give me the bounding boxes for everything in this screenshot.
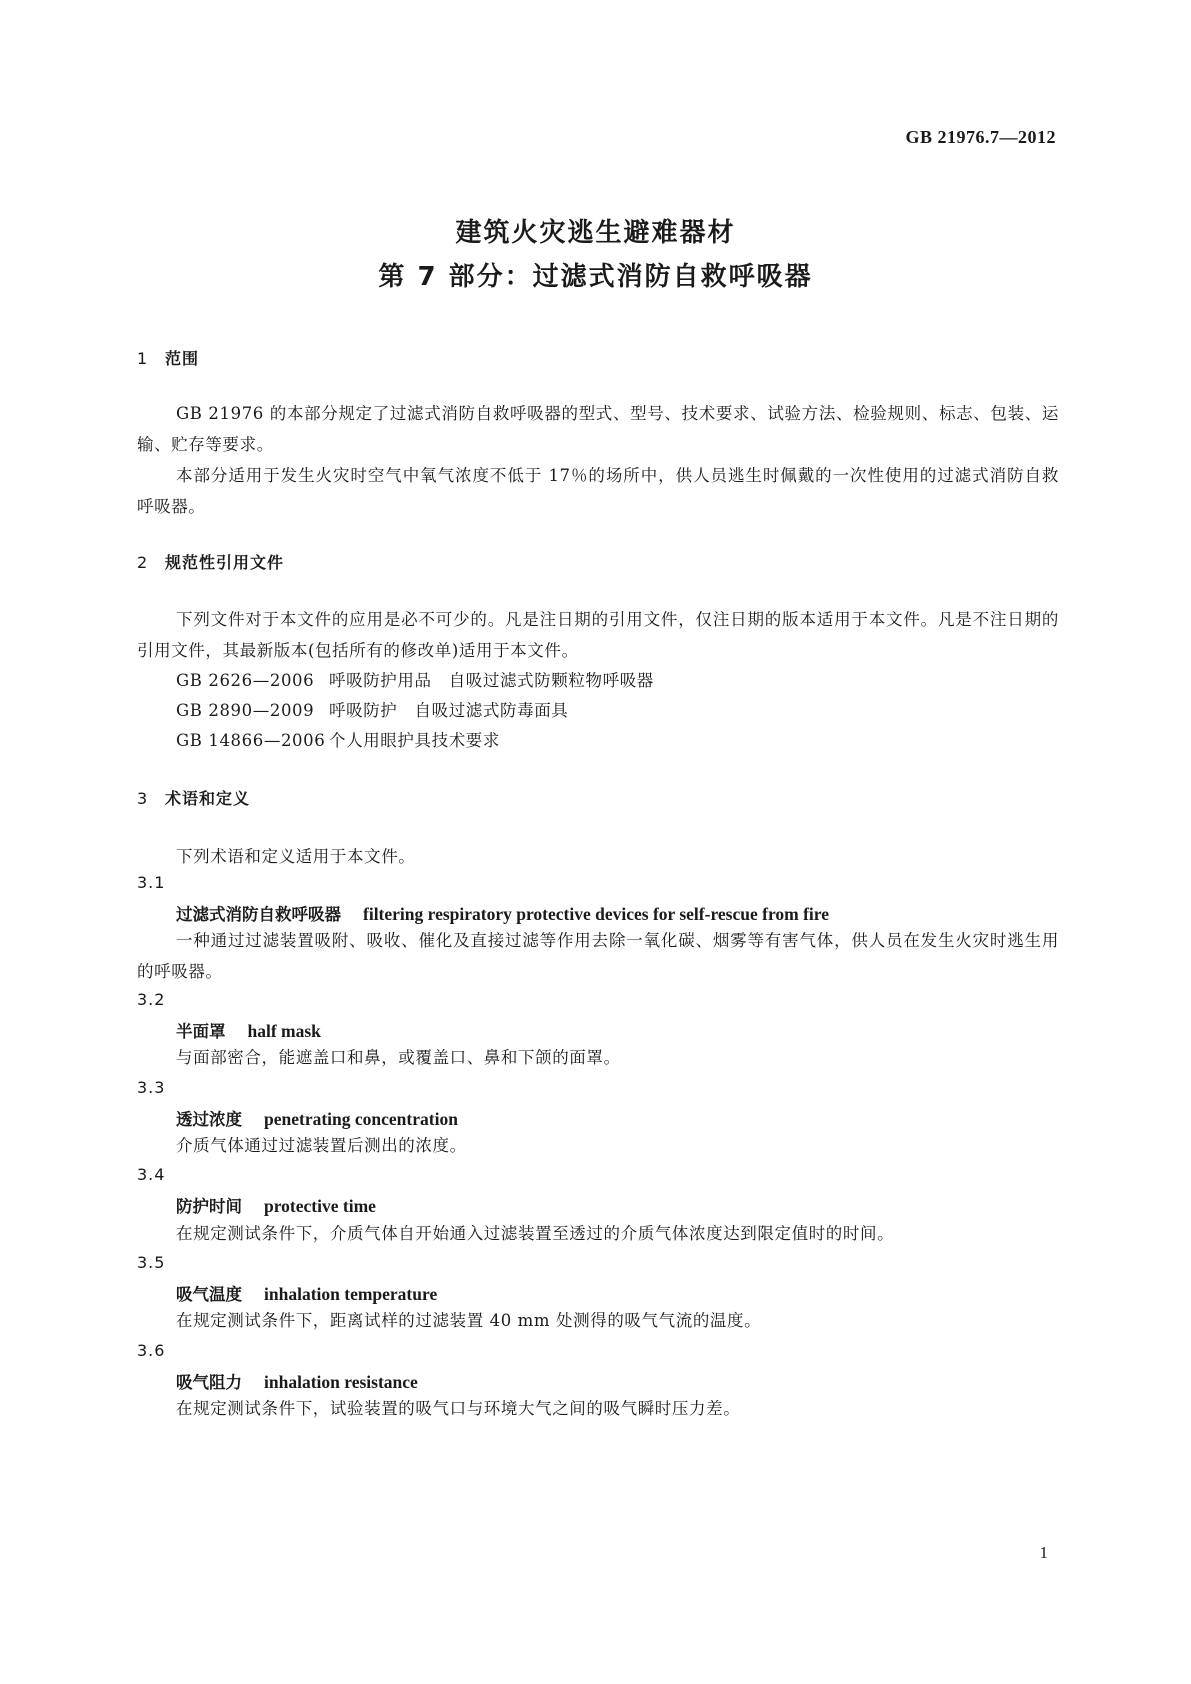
term-name [176,1018,321,1042]
term-name [176,1106,458,1130]
term-definition: 介质气体通过过滤装置后测出的浓度。 [176,1136,467,1155]
reference-item [176,697,568,721]
section-number: 1 [137,349,149,368]
term-name-en: half mask [247,1021,321,1041]
term-name [176,1281,437,1305]
section-title: 范围 [165,349,200,368]
section-title: 规范性引用文件 [165,553,285,572]
reference-code: GB 2626—2006 [176,671,315,690]
term-definition: 在规定测试条件下，试验装置的吸气口与环境大气之间的吸气瞬时压力差。 [176,1399,741,1418]
term-number: 3.6 [137,1341,166,1360]
reference-title: 个人用眼护具技术要求 [329,731,500,750]
section-2-paragraph-1: 下列文件对于本文件的应用是必不可少的。凡是注日期的引用文件，仅注日期的版本适用于本文件。凡是不注日期的引用文件，其最新版本(包括所有的修改单)适用于本文件。 [137,610,1059,660]
section-1-paragraph-2: 本部分适用于发生火灾时空气中氧气浓度不低于 17％的场所中，供人员逃生时佩戴的一次性使用的过滤式消防自救呼吸器。 [137,466,1059,516]
term-name-zh: 半面罩 [176,1022,226,1041]
reference-item [176,667,654,691]
term-name-zh: 吸气阻力 [176,1373,242,1392]
term-name [176,1369,418,1393]
section-number: 2 [137,553,149,572]
term-name-en: filtering respiratory protective devices for self-rescue from fire [363,904,830,924]
term-name-zh: 防护时间 [176,1197,242,1216]
reference-title: 呼吸防护 自吸过滤式防毒面具 [329,701,569,720]
reference-code: GB 2890—2009 [176,701,315,720]
reference-title: 呼吸防护用品 自吸过滤式防颗粒物呼吸器 [329,671,654,690]
term-name-zh: 透过浓度 [176,1110,242,1129]
term-number: 3.1 [137,873,166,892]
term-number: 3.3 [137,1078,166,1097]
term-name-en: inhalation resistance [264,1372,418,1392]
term-definition: 在规定测试条件下，介质气体自开始通入过滤装置至透过的介质气体浓度达到限定值时的时间。 [176,1224,895,1243]
term-name [176,1193,376,1217]
term-name-en: penetrating concentration [264,1109,458,1129]
page-number: 1 [1039,1543,1048,1562]
reference-item [176,727,500,751]
term-name [176,901,829,925]
term-name-zh: 过滤式消防自救呼吸器 [176,905,341,924]
document-title-line1: 建筑火灾逃生避难器材 [455,218,736,248]
document-title-line2: 第 7 部分：过滤式消防自救呼吸器 [378,262,813,292]
term-name-en: protective time [264,1196,376,1216]
section-1-heading [137,346,199,369]
section-1-paragraph-1: GB 21976 的本部分规定了过滤式消防自救呼吸器的型式、型号、技术要求、试验方法、检验规则、标志、包装、运输、贮存等要求。 [137,404,1059,454]
term-name-en: inhalation temperature [264,1284,438,1304]
term-number: 3.4 [137,1165,166,1184]
term-name-zh: 吸气温度 [176,1285,242,1304]
section-3-intro: 下列术语和定义适用于本文件。 [176,847,416,866]
section-3-heading [137,786,250,809]
term-number: 3.5 [137,1253,166,1272]
reference-code: GB 14866—2006 [176,731,326,750]
term-number: 3.2 [137,990,166,1009]
section-2-heading [137,550,284,573]
section-title: 术语和定义 [165,789,251,808]
term-definition: 一种通过过滤装置吸附、吸收、催化及直接过滤等作用去除一氧化碳、烟雾等有害气体，供人员在发生火灾时逃生用的呼吸器。 [137,931,1059,981]
term-definition: 在规定测试条件下，距离试样的过滤装置 40 mm 处测得的吸气气流的温度。 [176,1311,762,1330]
term-definition: 与面部密合，能遮盖口和鼻，或覆盖口、鼻和下颌的面罩。 [176,1048,621,1067]
standard-code: GB 21976.7—2012 [905,127,1056,147]
section-number: 3 [137,789,149,808]
